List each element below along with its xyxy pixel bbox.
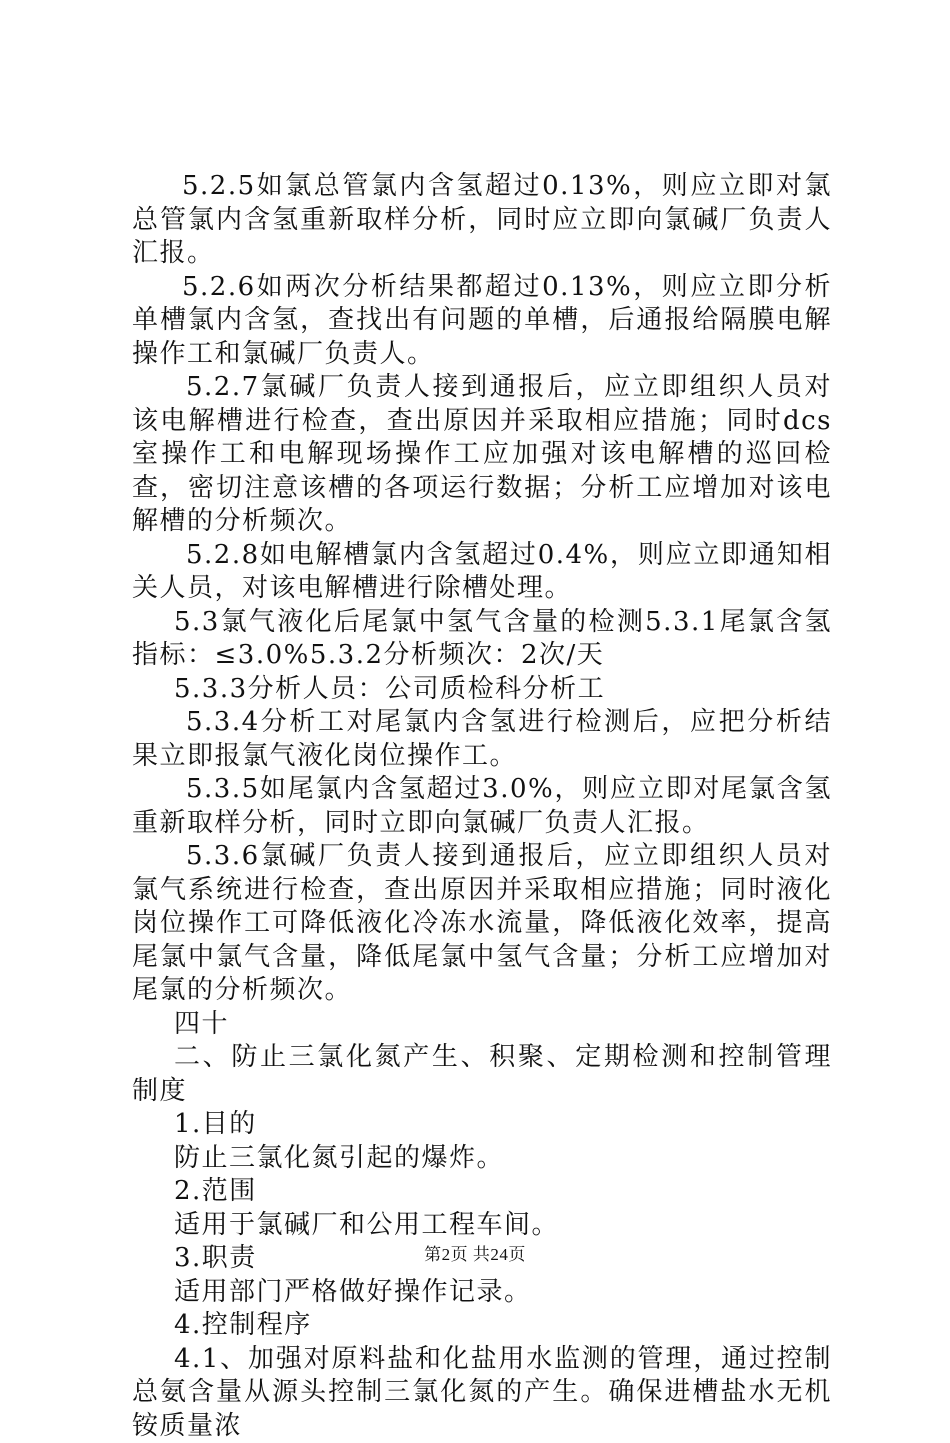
text-responsibility: 适用部门严格做好操作记录。 [132,1276,832,1310]
paragraph-5-3-6: 5.3.6氯碱厂负责人接到通报后，应立即组织人员对氯气系统进行检查，查出原因并采取相应措施；同时液化岗位操作工可降低液化冷冻水流量，降低液化效率，提高尾氯中氯气含量，降低尾氯中氢气含量；分析工应增加对尾氯的分析频次。 [132,840,832,1008]
paragraph-5-3-5: 5.3.5如尾氯内含氢超过3.0%，则应立即对尾氯含氢重新取样分析，同时立即向氯碱厂负责人汇报。 [132,773,832,840]
paragraph-5-2-6: 5.2.6如两次分析结果都超过0.13%，则应立即分析单槽氯内含氢，查找出有问题的单槽，后通报给隔膜电解操作工和氯碱厂负责人。 [132,271,832,372]
heading-responsibility: 3.职责 [132,1242,832,1276]
heading-scope: 2.范围 [132,1175,832,1209]
page-footer: 第2页 共24页 [0,1240,950,1265]
paragraph-5-2-7: 5.2.7氯碱厂负责人接到通报后，应立即组织人员对该电解槽进行检查，查出原因并采取相应措施；同时dcs室操作工和电解现场操作工应加强对该电解槽的巡回检查，密切注意该槽的各项运行数据；分析工应增加对该电解槽的分析频次。 [132,371,832,539]
text-scope: 适用于氯碱厂和公用工程车间。 [132,1209,832,1243]
section-number: 四十 [132,1008,832,1042]
section-heading: 二、防止三氯化氮产生、积聚、定期检测和控制管理制度 [132,1041,832,1108]
paragraph-5-2-8: 5.2.8如电解槽氯内含氢超过0.4%，则应立即通知相关人员，对该电解槽进行除槽处理。 [132,539,832,606]
text-purpose: 防止三氯化氮引起的爆炸。 [132,1142,832,1176]
heading-control-procedure: 4.控制程序 [132,1309,832,1343]
paragraph-5-2-5: 5.2.5如氯总管氯内含氢超过0.13%，则应立即对氯总管氯内含氢重新取样分析，同时应立即向氯碱厂负责人汇报。 [132,170,832,271]
heading-purpose: 1.目的 [132,1108,832,1142]
paragraph-4-1: 4.1、加强对原料盐和化盐用水监测的管理，通过控制总氨含量从源头控制三氯化氮的产生。确保进槽盐水无机铵质量浓 [132,1343,832,1443]
paragraph-5-3-4: 5.3.4分析工对尾氯内含氢进行检测后，应把分析结果立即报氯气液化岗位操作工。 [132,706,832,773]
paragraph-5-3-3: 5.3.3分析人员：公司质检科分析工 [132,673,832,707]
paragraph-5-3: 5.3氯气液化后尾氯中氢气含量的检测5.3.1尾氯含氢指标：≤3.0%5.3.2分析频次：2次/天 [132,606,832,673]
